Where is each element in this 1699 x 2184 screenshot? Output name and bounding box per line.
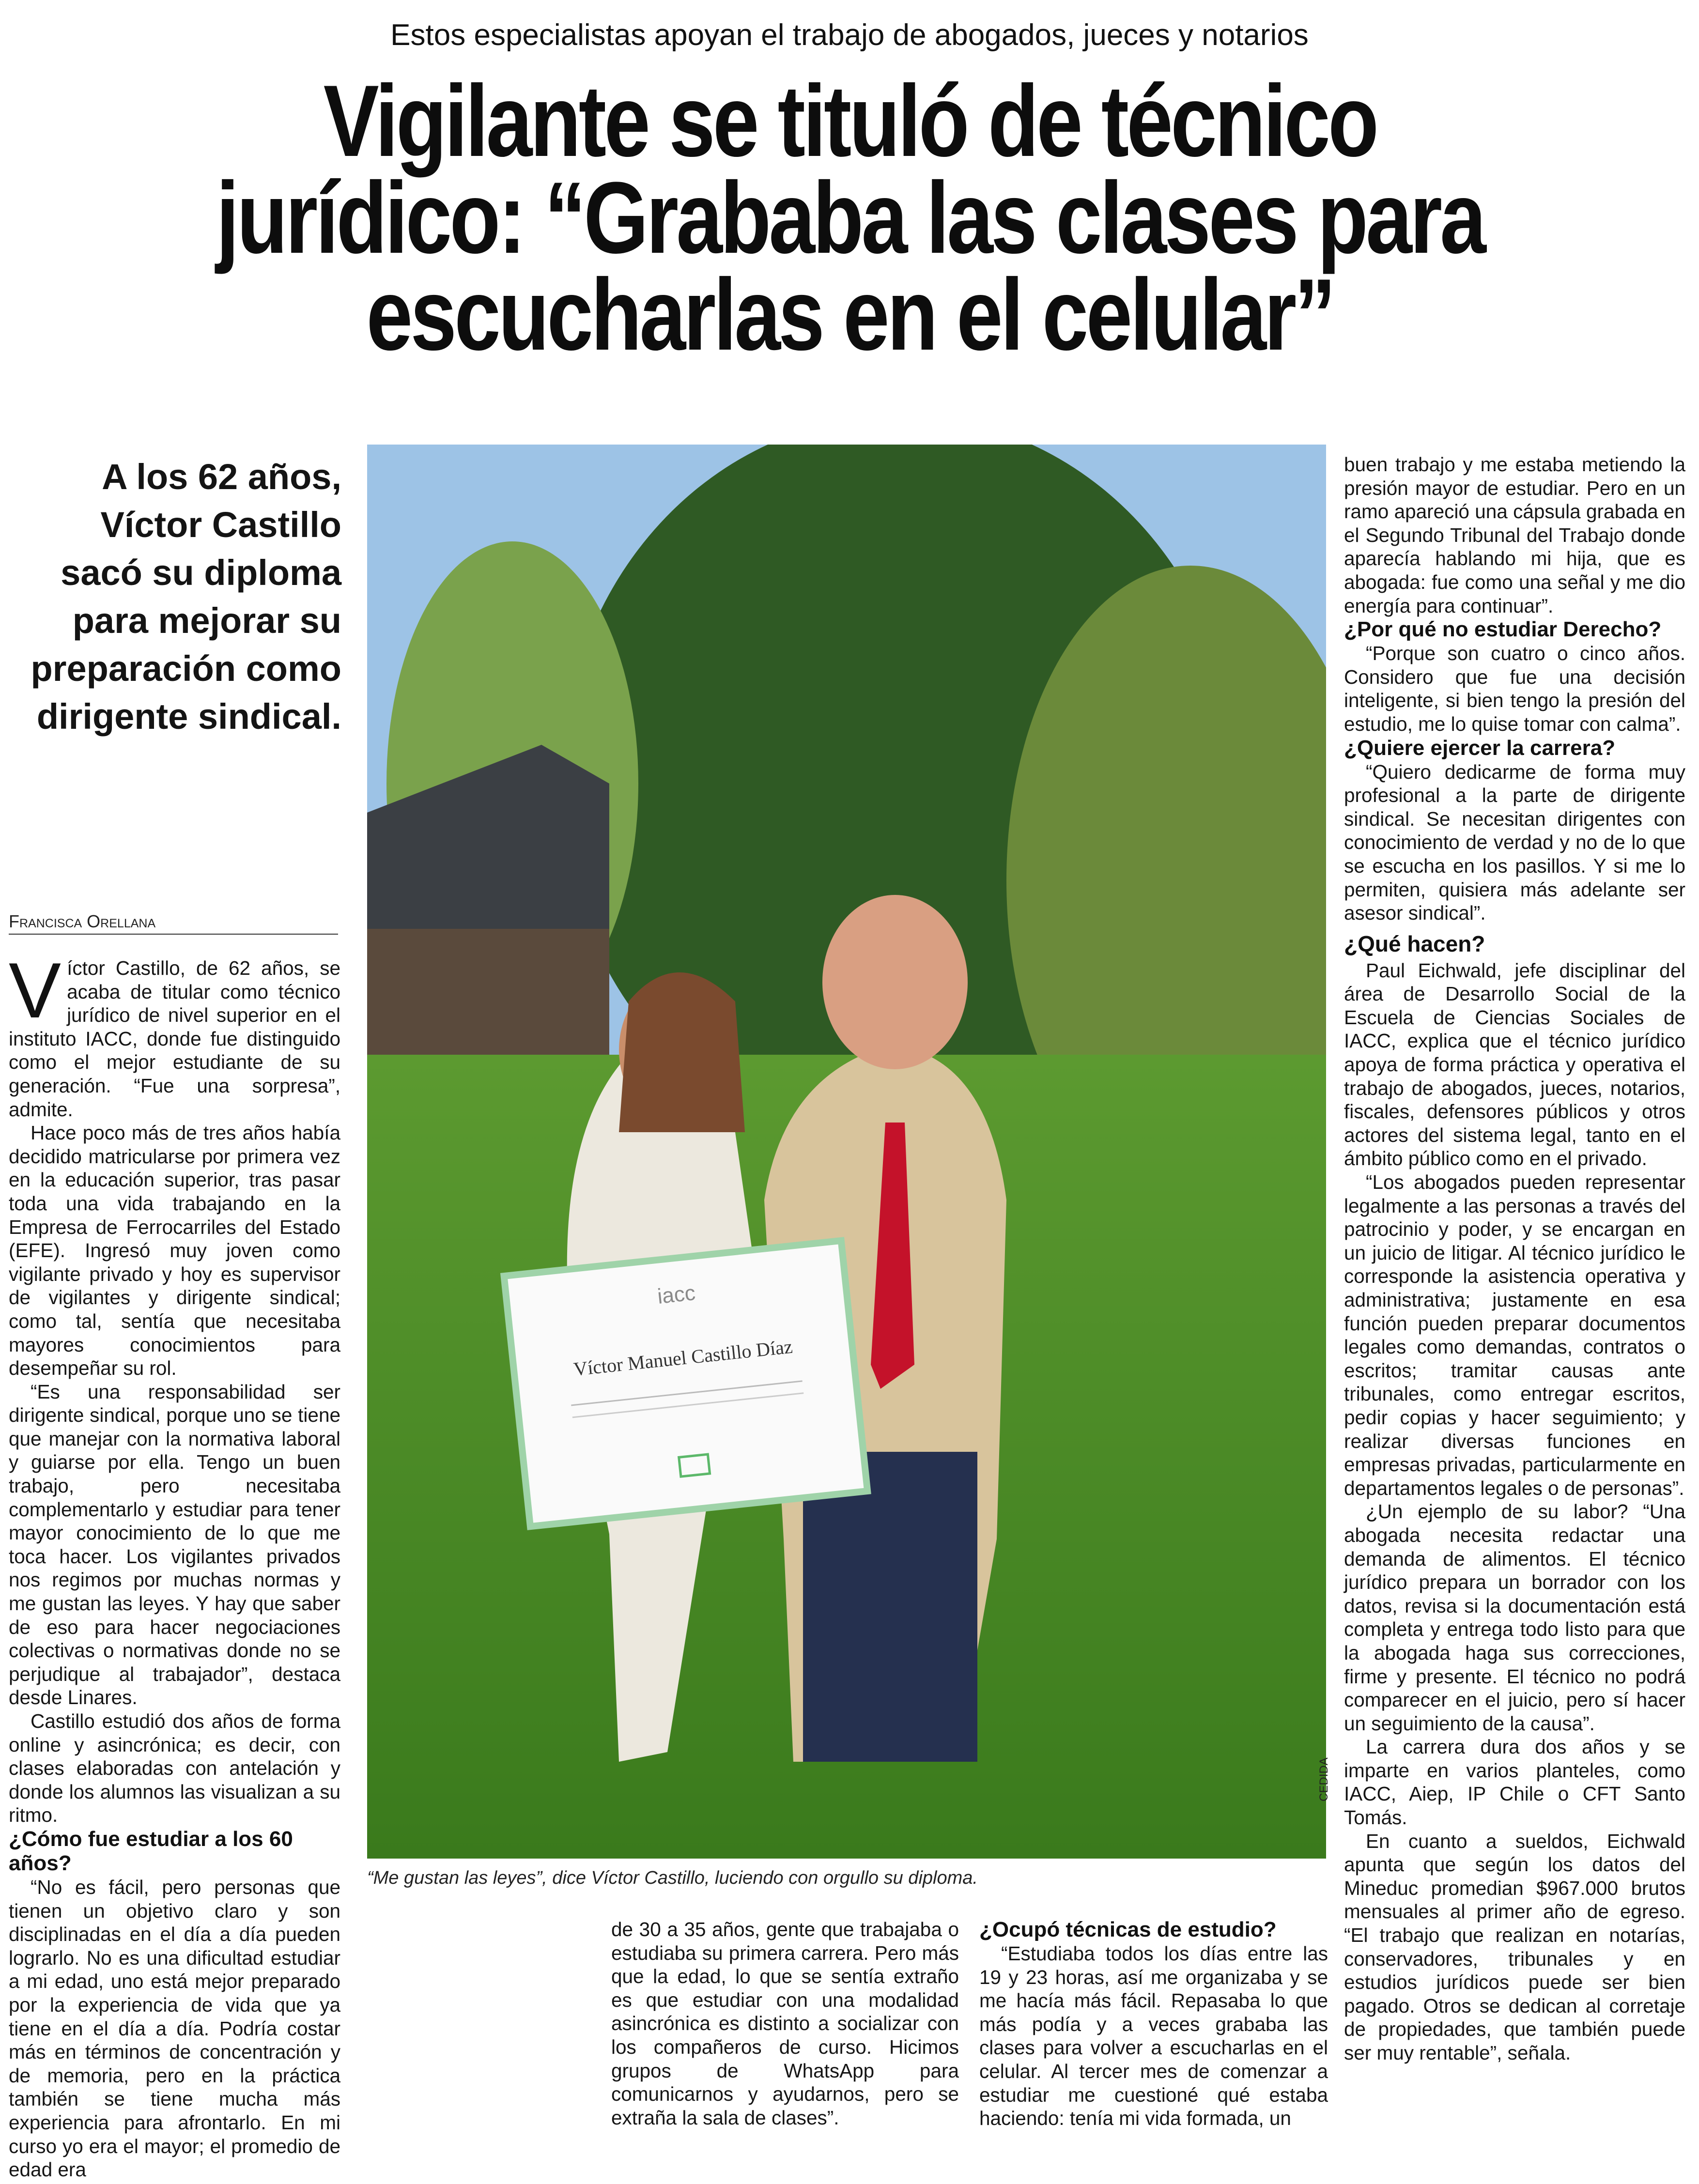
article-column-3 <box>979 1918 1328 2130</box>
paragraph-7: “Porque son cuatro o cinco años. Considero que fue una decisión inteligente, si bien tengo la presión del estudio, me lo quise tomar con calma”. <box>1344 642 1685 735</box>
paragraph-8: “Quiero dedicarme de forma muy profesional a la parte de dirigente sindical. Se necesitan dirigentes con conocimiento de verdad y no de lo que se escucha en los pasillos. Y si me lo permiten, quisiera más adelante ser asesor sindical”. <box>1344 760 1685 924</box>
deck: A los 62 años, Víctor Castillo sacó su diploma para mejorar su preparación como dirigente sindical. <box>31 457 341 737</box>
diploma-logo: iacc <box>656 1281 697 1309</box>
headline <box>177 64 1523 371</box>
question-3: ¿Por qué no estudiar Derecho? <box>1344 617 1662 642</box>
paragraph-9: Paul Eichwald, jefe disciplinar del área de Desarrollo Social de la Escuela de Ciencias Sociales de IACC, explica que el técnico jurídico apoya de forma práctica y operativa el trabajo de abogados, jueces, notarios, fiscales, defensores públicos y otros actores del sistema legal, tanto en el ámbito público como en el privado. <box>1344 959 1685 1170</box>
main-photo <box>367 445 1326 1859</box>
headline-line-3: escucharlas en el celular” <box>366 258 1334 371</box>
headline-line-2: jurídico: “Grababa las clases para <box>216 161 1484 275</box>
section-heading: ¿Qué hacen? <box>1344 931 1485 956</box>
paragraph-10: “Los abogados pueden representar legalmente a las personas a través del patrocinio y poder, y se encargan en un juicio de litigar. Al técnico jurídico le corresponde la asistencia operativa y administrativa; justamente en esa función pueden preparar documentos legales como demandas, contratos o escritos; tramitar causas ante tribunales, como entregar escritos, pedir copias y hacer seguimiento; y realizar diversas funciones en empresas privadas, particularmente en departamentos legales o de personas”. <box>1344 1171 1685 1499</box>
paragraph-3: “Es una responsabilidad ser dirigente sindical, porque uno se tiene que manejar con la normativa laboral y guiarse por ella. Tengo un buen trabajo, pero necesitaba complementarlo y estudiar para tener mayor conocimiento de lo que me toca hacer. Los vigilantes privados nos regimos por muchas normas y me gustan las leyes. Y hay que saber de eso para hacer negociaciones colectivas o normativas donde no se perjudique al trabajador”, destaca desde Linares. <box>9 1380 340 1709</box>
photo-illustration <box>367 445 1326 1859</box>
paragraph-2: Hace poco más de tres años había decidido matricularse por primera vez en la educación superior, tras pasar toda una vida trabajando en la Empresa de Ferrocarriles del Estado (EFE). Ingresó muy joven como vigilante privado y hoy es supervisor de vigilantes y dirigente sindical; como tal, sentía que necesitaba mayores conocimientos para desempeñar su rol. <box>9 1122 340 1380</box>
photo-credit: CEDIDA <box>1317 1757 1330 1801</box>
photo-caption: “Me gustan las leyes”, dice Víctor Castillo, luciendo con orgullo su diploma. <box>367 1868 978 1888</box>
paragraph-12: La carrera dura dos años y se imparte en varios planteles, como IACC, Aiep, IP Chile o CFT Santo Tomás. <box>1344 1736 1685 1829</box>
house-wall <box>367 929 609 1074</box>
paragraph-1-text: íctor Castillo, de 62 años, se acaba de titular como técnico jurídico de nivel superior en el instituto IACC, donde fue distinguido como el mejor estudiante de su generación. “Fue una sorpresa”, admite. <box>9 957 340 1121</box>
paragraph-1 <box>9 947 340 1121</box>
paragraph-5: “No es fácil, pero personas que tienen un objetivo claro y son disciplinadas en el día a día pueden lograrlo. No es una dificultad estudiar a mi edad, uno está mejor preparado por la experiencia de vida que ya tiene en el día a día. Podría costar más en términos de concentración y de memoria, pero en la práctica también se tiene mucha más experiencia para afrontarlo. En mi curso yo era el mayor; el promedio de edad era <box>9 1876 340 2181</box>
question-4: ¿Quiere ejercer la carrera? <box>1344 736 1616 760</box>
paragraph-11: ¿Un ejemplo de su labor? “Una abogada necesita redactar una demanda de alimentos. El técnico jurídico prepara un borrador con los datos, revisa si la documentación está completa y entrega todo listo para que la abogada haga sus correcciones, firme y presente. El técnico no podrá comparecer en el juicio, pero sí hacer un seguimiento de la causa”. <box>1344 1500 1685 1735</box>
paragraph-13: En cuanto a sueldos, Eichwald apunta que según los datos del Mineduc promedian $967.000 brutos mensuales al primer año de egreso. “El trabajo que realizan en notarías, conservadores, tribunales y en estudios jurídicos puede ser bien pagado. Otros se dedican al corretaje de propiedades, que también puede ser muy rentable”, señala. <box>1344 1830 1685 2064</box>
drop-cap: V <box>9 947 62 1034</box>
paragraph-4: Castillo estudió dos años de forma online y asincrónica; es decir, con clases elaboradas con antelación y donde los alumnos las visualizan a su ritmo. <box>9 1710 340 1827</box>
paragraph-6-continued: buen trabajo y me estaba metiendo la presión mayor de estudiar. Pero en un ramo apareció una cápsula grabada en el Segundo Tribunal del Trabajo donde aparecía hablando mi hija, que es abogada: fue como una señal y me dio energía para continuar”. <box>1344 453 1685 617</box>
byline: Francisca Orellana <box>9 910 338 935</box>
article-column-4 <box>1344 453 1685 2065</box>
paragraph-6: “Estudiaba todos los días entre las 19 y 23 horas, así me organizaba y se me hacía más fácil. Repasaba lo que más podía y a veces grababa las clases para volver a escucharlas en el celular. Al tercer mes de comenzar a estudiar me cuestioné qué estaba haciendo: tenía mi vida formada, un <box>979 1942 1328 2130</box>
kicker: Estos especialistas apoyan el trabajo de abogados, jueces y notarios <box>390 18 1309 52</box>
question-2: ¿Ocupó técnicas de estudio? <box>979 1918 1277 1941</box>
question-1: ¿Cómo fue estudiar a los 60 años? <box>9 1827 293 1875</box>
man-head <box>822 895 968 1069</box>
article-column-1 <box>9 947 340 2182</box>
paragraph-5-continued: de 30 a 35 años, gente que trabajaba o estudiaba su primera carrera. Pero más que la edad, lo que se sentía extraño es que estudiar con una modalidad asincrónica es distinto a socializar con los compañeros de curso. Hicimos grupos de WhatsApp para comunicarnos y ayudarnos, pero se extraña la sala de clases”. <box>611 1918 959 2129</box>
article-column-2 <box>611 1918 959 2129</box>
diploma-name: Víctor Manuel Castillo Díaz <box>572 1335 794 1380</box>
diploma <box>504 1241 868 1526</box>
headline-line-1: Vigilante se tituló de técnico <box>323 64 1377 178</box>
